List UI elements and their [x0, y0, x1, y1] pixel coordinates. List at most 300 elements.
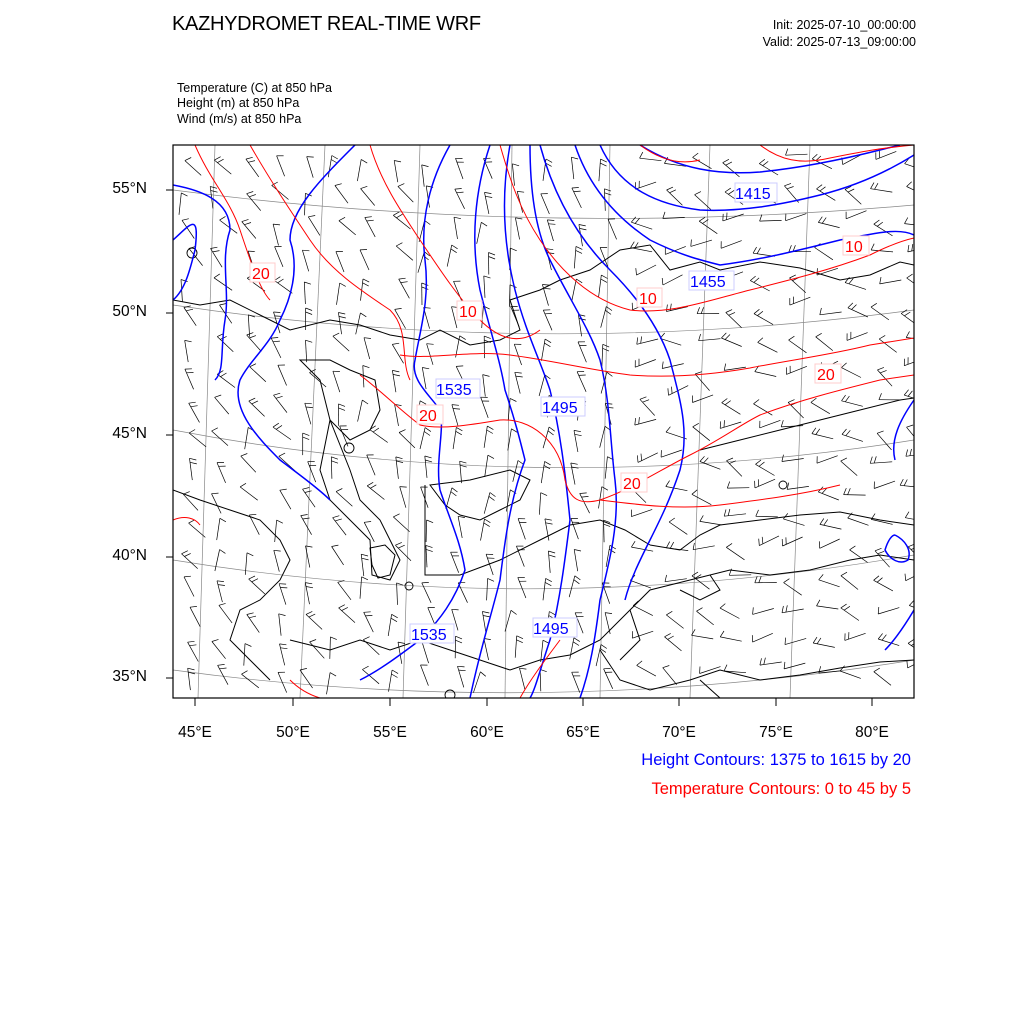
wind-barb-feather: [637, 455, 638, 462]
wind-barb: [217, 374, 235, 387]
wind-barb-feather: [303, 488, 310, 490]
wind-barb: [247, 335, 262, 352]
wind-barb-feather: [817, 638, 821, 644]
wind-barb-feather: [488, 455, 494, 458]
wind-barb: [426, 520, 427, 542]
wind-barb: [300, 670, 313, 688]
wind-barb: [756, 464, 775, 475]
wind-barb: [242, 222, 256, 239]
wind-barb-feather: [458, 666, 465, 667]
wind-barb: [783, 537, 803, 546]
temperature-label: 10: [845, 239, 863, 256]
height-label: 1495: [542, 400, 578, 417]
wind-barb-feather: [489, 257, 496, 260]
temperature-label: 10: [459, 304, 477, 321]
wind-barb: [539, 375, 545, 396]
wind-barb-feather: [549, 224, 556, 225]
wind-barb-feather: [908, 391, 912, 397]
wind-barb-feather: [848, 189, 854, 192]
wind-barb-feather: [182, 551, 188, 554]
wind-barb-feather: [670, 542, 673, 548]
lon-label: 55°E: [373, 724, 407, 741]
wind-barb-feather: [787, 483, 789, 490]
wind-barb-feather: [786, 605, 787, 612]
wind-barb: [846, 211, 866, 219]
wind-barb-feather: [220, 668, 227, 669]
wind-barb: [871, 250, 893, 252]
wind-barb-feather: [305, 403, 312, 404]
wind-barb: [596, 645, 601, 667]
wind-barb-feather: [666, 481, 670, 487]
wind-barb-feather: [724, 364, 726, 371]
wind-barb-feather: [220, 216, 226, 220]
wind-barb-feather: [512, 164, 519, 166]
wind-barb-feather: [392, 370, 399, 372]
wind-barb: [547, 220, 553, 241]
wind-barb: [451, 552, 459, 573]
wind-barb-feather: [722, 399, 728, 403]
wind-barb: [484, 639, 489, 661]
wind-barb-feather: [871, 303, 877, 307]
wind-barb: [396, 246, 413, 260]
wind-barb: [630, 580, 651, 588]
wind-barb: [820, 539, 840, 548]
wind-barb-feather: [427, 344, 434, 345]
wind-barb: [723, 214, 744, 221]
temperature-contour-label-boxes: [250, 236, 869, 492]
wind-barb-feather: [784, 662, 785, 669]
lon-label: 60°E: [470, 724, 504, 741]
wind-barb-feather: [662, 278, 663, 285]
height-contour-legend: Height Contours: 1375 to 1615 by 20: [641, 751, 911, 769]
wind-barb: [631, 509, 652, 516]
wind-barb: [422, 165, 425, 187]
wind-barb: [338, 582, 351, 600]
wind-barb: [784, 663, 805, 669]
wind-barb: [308, 462, 316, 483]
wind-barb-feather: [818, 217, 822, 223]
wind-barb-feather: [363, 283, 369, 286]
wind-barb-feather: [247, 553, 253, 556]
wind-barb-feather: [729, 312, 735, 315]
wind-barb: [758, 342, 778, 352]
wind-barb: [514, 344, 521, 365]
wind-barb-feather: [393, 514, 399, 517]
wind-barb: [790, 297, 811, 305]
wind-barb-feather: [367, 482, 373, 486]
wind-barb: [693, 546, 715, 550]
wind-barb-feather: [870, 457, 872, 464]
wind-barb-feather: [339, 404, 346, 407]
wind-barb-feather: [212, 428, 218, 431]
wind-barb-feather: [240, 483, 246, 487]
wind-barb-feather: [844, 606, 850, 610]
wind-barb-feather: [424, 432, 430, 436]
wind-barb-feather: [456, 636, 463, 639]
wind-barb-feather: [279, 614, 286, 616]
wind-barb-feather: [364, 612, 371, 613]
wind-barb-feather: [485, 196, 492, 197]
wind-barb: [422, 583, 431, 603]
wind-barb-feather: [362, 400, 368, 404]
wind-barb-feather: [693, 543, 694, 550]
wind-barb-feather: [211, 191, 218, 193]
wind-barb-feather: [484, 276, 491, 278]
wind-barb: [661, 450, 682, 457]
lat-label: 55°N: [112, 180, 147, 197]
wind-barb-feather: [637, 661, 642, 666]
wind-barb-feather: [426, 545, 433, 547]
temperature-label: 20: [252, 266, 270, 283]
wind-barb-feather: [190, 606, 197, 607]
wind-barb-feather: [665, 633, 671, 636]
wind-barb-feather: [306, 587, 313, 588]
wind-barb-feather: [904, 312, 910, 316]
wind-barb: [399, 433, 415, 448]
wind-barb: [631, 248, 653, 252]
wind-barb-feather: [571, 463, 578, 464]
wind-barb-feather: [456, 640, 463, 643]
wind-barb-feather: [663, 666, 670, 668]
wind-barb-feather: [365, 615, 372, 616]
wind-barb: [421, 665, 429, 686]
wind-barb-feather: [362, 577, 368, 580]
wind-barb: [877, 433, 891, 450]
wind-barb: [518, 578, 526, 599]
wind-barb-feather: [640, 397, 647, 400]
wind-barb: [452, 307, 457, 328]
wind-barb-feather: [393, 212, 399, 216]
map-title: KAZHYDROMET REAL-TIME WRF: [172, 13, 481, 35]
wind-barb-feather: [212, 493, 219, 494]
wind-barb: [700, 521, 722, 525]
wind-barb-feather: [875, 548, 882, 551]
wind-barb-feather: [420, 401, 426, 404]
wind-barb: [637, 665, 656, 676]
wind-barb-feather: [631, 541, 635, 547]
wind-barb-feather: [252, 401, 258, 404]
wind-barb: [278, 365, 287, 385]
wind-barb: [841, 576, 858, 590]
wind-barb: [395, 545, 411, 561]
wind-barb-feather: [336, 489, 342, 492]
wind-barb-feather: [759, 576, 761, 583]
wind-barb-feather: [877, 431, 884, 433]
wind-barb-feather: [189, 402, 196, 403]
wind-barb: [515, 636, 517, 658]
wind-barb: [691, 240, 712, 246]
wind-barb-feather: [331, 461, 338, 463]
wind-barb-feather: [909, 600, 914, 605]
wind-barb: [812, 434, 833, 439]
wind-barb-feather: [720, 631, 724, 637]
wind-barb-feather: [874, 668, 880, 672]
wind-barb: [720, 637, 742, 641]
wind-barb-feather: [878, 607, 879, 614]
wind-barb-feather: [330, 673, 336, 677]
wind-barb-feather: [184, 553, 190, 556]
wind-barb-feather: [330, 637, 336, 640]
wind-barb-feather: [692, 572, 698, 576]
wind-barb: [571, 463, 575, 485]
wind-barb-feather: [640, 152, 643, 158]
wind-barb-feather: [785, 638, 786, 645]
wind-barb: [280, 644, 285, 665]
wind-barb-feather: [912, 244, 913, 251]
wind-barb: [246, 159, 259, 177]
wind-barb: [215, 550, 220, 572]
wind-barb: [304, 282, 305, 304]
wind-barb-feather: [695, 372, 702, 374]
wind-barb-feather: [273, 224, 280, 225]
wind-barb-feather: [220, 550, 226, 554]
wind-barb: [842, 401, 863, 407]
wind-barb: [337, 283, 340, 305]
wind-barb: [425, 456, 427, 478]
wind-barb: [335, 186, 348, 204]
wind-barb-feather: [364, 522, 371, 523]
wind-barb-feather: [364, 338, 371, 339]
wind-barb-feather: [904, 390, 908, 395]
wind-barb: [878, 608, 899, 614]
wind-barb: [422, 642, 429, 663]
wind-barb: [600, 426, 605, 447]
wind-barb: [901, 314, 919, 327]
wind-barb: [727, 461, 742, 477]
wind-barb-feather: [878, 551, 885, 554]
wind-barb-feather: [515, 218, 522, 219]
wind-barb: [397, 583, 398, 605]
wind-barb-feather: [666, 542, 669, 548]
wind-barb-feather: [637, 337, 638, 344]
wind-barb-feather: [692, 490, 697, 495]
wind-barb: [574, 246, 576, 268]
wind-barb: [878, 639, 899, 646]
wind-barb-feather: [871, 183, 875, 189]
wind-barb: [640, 399, 655, 415]
wind-barb: [842, 434, 863, 441]
wind-barb-feather: [307, 157, 314, 158]
wind-barb: [760, 420, 781, 428]
wind-barb-feather: [275, 316, 282, 317]
wind-barb-feather: [454, 217, 461, 219]
wind-barb: [447, 245, 452, 267]
wind-barb-feather: [764, 658, 766, 665]
wind-barb: [665, 246, 686, 254]
wind-barb-feather: [190, 645, 197, 646]
wind-barb-feather: [817, 185, 823, 189]
wind-barb-feather: [758, 338, 763, 343]
wind-barb-feather: [666, 611, 672, 615]
wind-barb-feather: [878, 634, 882, 640]
wind-barb: [666, 487, 688, 491]
wind-barb-feather: [400, 487, 407, 488]
wind-barb: [356, 313, 361, 334]
wind-barb: [572, 672, 580, 692]
wind-barb-feather: [784, 183, 791, 185]
wind-barb-feather: [546, 578, 552, 581]
wind-barb-feather: [600, 163, 606, 166]
wind-barb: [484, 493, 490, 514]
wind-barb-feather: [214, 274, 220, 278]
lat-label: 35°N: [112, 668, 147, 685]
wind-barb-feather: [753, 247, 757, 253]
wind-barb: [456, 158, 464, 179]
wind-barb-feather: [546, 159, 552, 162]
wind-barb: [574, 550, 578, 572]
wind-barb-feather: [723, 159, 729, 162]
wind-barb-feather: [483, 616, 490, 617]
wind-barb-feather: [458, 516, 465, 517]
field-wind: Wind (m/s) at 850 hPa: [177, 112, 302, 126]
wind-barb: [274, 550, 280, 571]
wind-barb-feather: [604, 189, 611, 191]
wind-barb: [212, 494, 222, 514]
wind-barb: [631, 547, 653, 551]
wind-barb: [880, 280, 902, 284]
wind-barb: [420, 428, 425, 449]
wind-barb: [308, 217, 320, 236]
wind-barb: [906, 571, 926, 581]
height-label: 1535: [411, 627, 447, 644]
wind-barb-feather: [609, 549, 615, 553]
wind-barb-feather: [760, 658, 762, 665]
wind-barb-feather: [701, 307, 704, 314]
wind-barb: [844, 495, 866, 496]
wind-barb: [572, 279, 576, 301]
wind-barb: [339, 221, 356, 235]
wind-barb-feather: [487, 426, 493, 430]
wind-barb: [189, 523, 206, 537]
wind-barb-feather: [342, 607, 348, 610]
wind-barb-feather: [546, 249, 553, 250]
wind-barb-feather: [631, 217, 636, 222]
wind-barb-feather: [393, 374, 400, 376]
wind-barb: [212, 642, 226, 659]
wind-barb-feather: [489, 253, 496, 256]
wind-barb: [599, 275, 602, 297]
wind-barb-feather: [574, 550, 581, 552]
wind-barb: [720, 608, 739, 618]
wind-barb-feather: [392, 614, 398, 618]
wind-barb-feather: [607, 372, 613, 376]
wind-barb-feather: [396, 243, 402, 246]
wind-barb: [190, 607, 200, 627]
wind-barb: [458, 516, 462, 538]
wind-barb: [484, 276, 485, 298]
wind-barb: [220, 220, 238, 233]
wind-barb: [790, 278, 806, 293]
wind-barb-feather: [725, 188, 731, 192]
wind-barb: [820, 524, 842, 529]
wind-barb: [242, 674, 259, 688]
wind-barb-feather: [455, 189, 462, 190]
wind-barb-feather: [759, 462, 765, 466]
wind-barb: [392, 344, 403, 363]
wind-barb-feather: [451, 249, 457, 253]
wind-barb-feather: [188, 641, 195, 642]
wind-barb-feather: [247, 333, 254, 335]
wind-barb: [760, 220, 782, 221]
wind-barb: [543, 310, 552, 330]
field-height: Height (m) at 850 hPa: [177, 96, 300, 110]
wind-barb-feather: [604, 524, 611, 526]
wind-barb: [811, 402, 830, 413]
wind-barb-feather: [391, 674, 397, 678]
wind-barb-feather: [248, 161, 255, 163]
wind-barb-feather: [666, 305, 667, 312]
wind-barb: [845, 283, 866, 290]
wind-barb: [481, 397, 489, 418]
wind-barb: [333, 336, 349, 351]
wind-barb: [515, 218, 519, 240]
wind-barb-feather: [218, 159, 224, 162]
wind-barb: [190, 458, 193, 480]
wind-barb-feather: [452, 405, 459, 406]
wind-barb: [370, 430, 388, 443]
wind-barb-feather: [363, 279, 369, 282]
wind-barb-feather: [670, 190, 676, 193]
wind-barb-feather: [643, 400, 650, 403]
wind-barb-feather: [247, 192, 254, 194]
wind-barb: [847, 333, 868, 341]
wind-barb-feather: [280, 644, 287, 645]
wind-barb: [422, 368, 426, 390]
wind-barb-feather: [545, 519, 552, 520]
wind-barb-feather: [547, 253, 554, 254]
wind-barb-feather: [724, 665, 727, 671]
wind-barb-feather: [603, 344, 609, 347]
wind-barb: [249, 579, 265, 594]
wind-barb-feather: [907, 425, 914, 427]
wind-barb-feather: [845, 277, 849, 282]
wind-barb-feather: [482, 612, 489, 614]
wind-barb-feather: [691, 240, 692, 247]
wind-barb-feather: [635, 218, 640, 223]
lat-label: 40°N: [112, 547, 147, 564]
wind-barb: [389, 670, 393, 692]
wind-barb: [819, 580, 840, 587]
wind-barb-feather: [846, 430, 851, 435]
wind-barb-feather: [753, 607, 754, 614]
wind-barb: [604, 520, 605, 542]
wind-barb: [874, 481, 895, 488]
wind-barb-feather: [517, 636, 523, 639]
wind-barb-feather: [331, 457, 338, 459]
wind-barb: [754, 314, 773, 325]
lat-label: 50°N: [112, 303, 147, 320]
wind-barb-feather: [841, 363, 846, 368]
wind-barb-feather: [303, 433, 310, 436]
wind-barb: [333, 371, 340, 392]
wind-barb: [571, 519, 579, 540]
wind-barb-feather: [242, 219, 249, 221]
wind-barb: [906, 453, 928, 456]
wind-barb-feather: [425, 221, 431, 225]
wind-barb-feather: [510, 398, 516, 401]
wind-barb: [759, 164, 778, 175]
wind-barb-feather: [490, 493, 496, 497]
wind-barb-feather: [700, 456, 705, 461]
wind-barb-feather: [310, 640, 317, 643]
field-temperature: Temperature (C) at 850 hPa: [177, 81, 332, 95]
wind-barb-feather: [425, 428, 431, 432]
wind-barb-feather: [750, 276, 755, 281]
wind-barb-feather: [576, 250, 582, 253]
wind-barb: [905, 518, 927, 522]
wind-barb-feather: [191, 406, 198, 407]
wind-barb: [361, 554, 364, 576]
